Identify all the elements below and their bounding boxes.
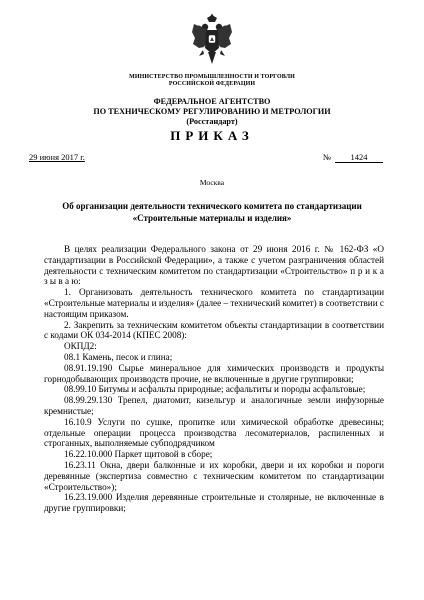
agency-line-2: ПО ТЕХНИЧЕСКОМУ РЕГУЛИРОВАНИЮ И МЕТРОЛОГИИ xyxy=(93,107,331,116)
paragraph: 08.1 Камень, песок и глина; xyxy=(64,351,173,362)
agency-name xyxy=(0,97,424,127)
agency-line-3: (Росстандарт) xyxy=(186,117,238,126)
agency-line-1: ФЕДЕРАЛЬНОЕ АГЕНТСТВО xyxy=(153,97,271,106)
heading-line-2: «Строительные материалы и изделия» xyxy=(132,213,292,223)
paragraph: ОКПД2: xyxy=(64,341,97,352)
ministry-line-1: МИНИСТЕРСТВО ПРОМЫШЛЕННОСТИ И ТОРГОВЛИ xyxy=(129,74,295,80)
city: Москва xyxy=(199,178,225,187)
document-type: ПРИКАЗ xyxy=(170,128,254,143)
document-body xyxy=(44,244,384,514)
ministry-line-2: РОССИЙСКОЙ ФЕДЕРАЦИИ xyxy=(168,81,256,87)
paragraph: 2. Закрепить за техническим комитетом объекты стандартизации в соответствии с кодами ОК 034-2014 (КПЕС 2008): xyxy=(44,319,384,341)
paragraph: 16.22.10.000 Паркет щитовой в сборе; xyxy=(64,449,213,460)
ministry-name xyxy=(0,74,424,88)
coat-of-arms-icon xyxy=(190,14,234,66)
number-sign: № xyxy=(323,152,332,162)
paragraph: 16.10.9 Услуги по сушке, пропитке или химической обработке древесины; отдельные операции процесса производства лесоматериалов, распиленных и строганных, выполняемые субподрядчиком xyxy=(44,416,384,449)
document-heading xyxy=(0,200,424,224)
heading-line-1: Об организации деятельности технического комитета по стандартизации xyxy=(62,201,362,211)
paragraph: 08.99.29.130 Трепел, диатомит, кизельгур и аналогичные земли инфузорные кремнистые; xyxy=(44,395,384,416)
paragraph: 08.99.10 Битумы и асфальты природные; асфальтиты и породы асфальтовые; xyxy=(64,384,366,395)
paragraph: 1. Организовать деятельность технического комитета по стандартизации «Строительные материалы и изделия» (далее – технический комитет) в соответствии с настоящим приказом. xyxy=(44,287,384,319)
paragraph: 16.23.19.000 Изделия деревянные строительные и столярные, не включенные в другие группировки; xyxy=(44,492,384,514)
paragraph: 08.91.19.190 Сырье минеральное для химических производств и продукты горнодобывающих производств прочие, не включенные в другие группировки; xyxy=(44,362,384,384)
paragraph: В целях реализации Федерального закона от 29 июня 2016 г. № 162-ФЗ «О стандартизации в Российской Федерации», а также с учетом разграничения областей деятельности с техническим комитетом по стандартизации «Строительство» п р и к а з ы в а ю: xyxy=(44,244,384,287)
order-date: 29 июня 2017 г. xyxy=(29,152,85,162)
order-number: 1424 xyxy=(335,152,383,163)
paragraph: 16.23.11 Окна, двери балконные и их коробки, двери и их коробки и пороги деревянные (экспертиза совместно с техническим комитетом по стандартизации «Строительство»); xyxy=(44,459,384,492)
